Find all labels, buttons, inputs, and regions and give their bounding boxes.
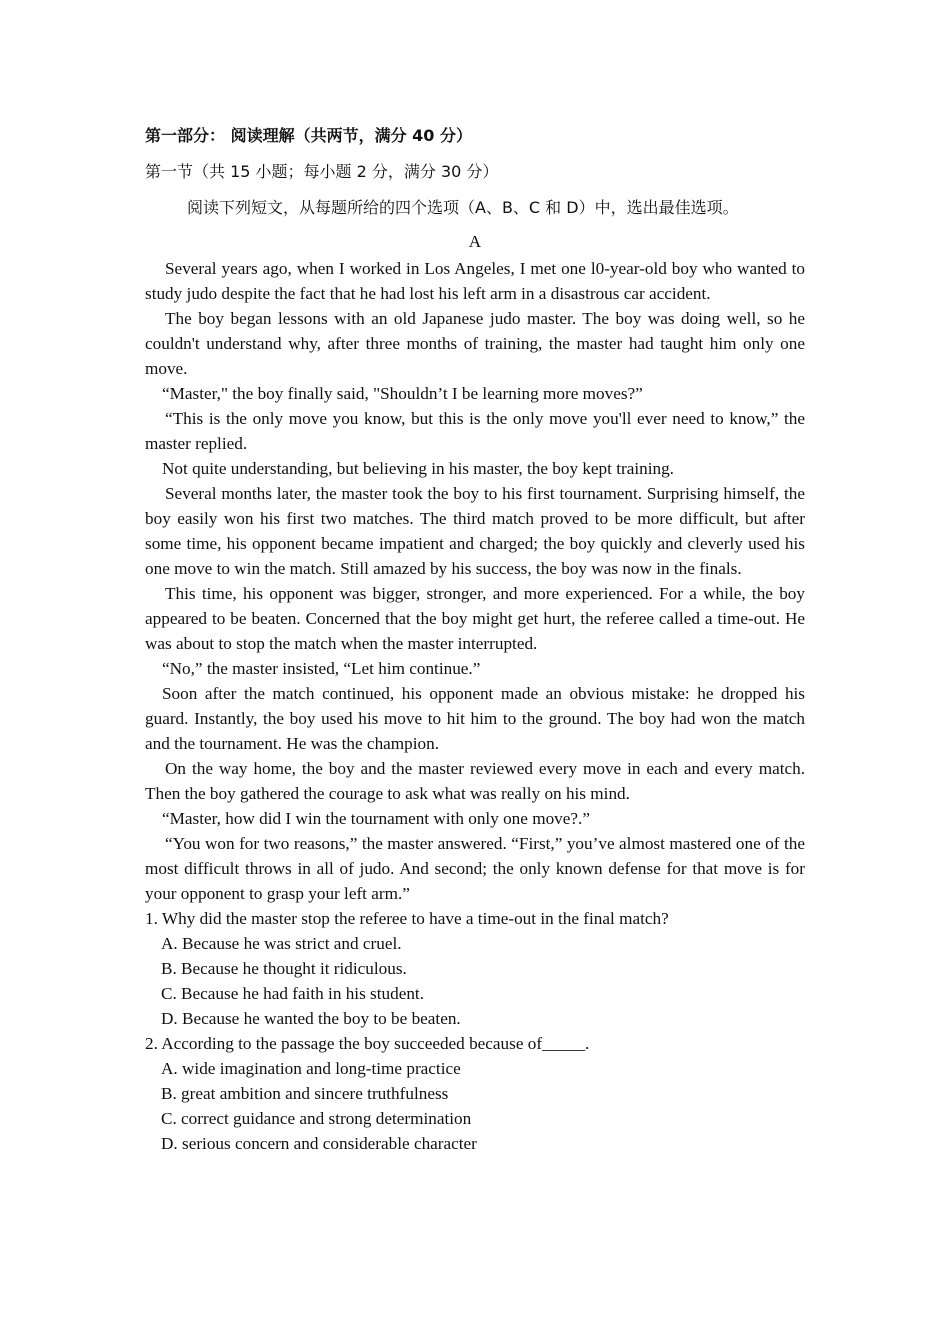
question-option: C. correct guidance and strong determination [161,1109,472,1128]
instruction: 阅读下列短文，从每题所给的四个选项（A、B、C 和 D）中，选出最佳选项。 [187,198,739,217]
question-option: D. Because he wanted the boy to be beaten. [161,1009,461,1028]
passage-paragraph: Several months later, the master took the boy to his first tournament. Surprising himself, the boy easily won his first two matches. The third match proved to be more difficult, but after some time, his opponent became impatient and charged; the boy quickly and cleverly used his one move to win the match. Still amazed by his success, the boy was now in the finals. [145,484,805,578]
question-2 [145,1031,805,1156]
passage-paragraph: The boy began lessons with an old Japanese judo master. The boy was doing well, so he couldn't understand why, after three months of training, the master had taught him only one move. [145,309,805,378]
passage-paragraph: Several years ago, when I worked in Los Angeles, I met one l0-year-old boy who wanted to study judo despite the fact that he had lost his left arm in a disastrous car accident. [145,259,805,303]
passage-paragraph: Soon after the match continued, his opponent made an obvious mistake: he dropped his guard. Instantly, the boy used his move to hit him to the ground. The boy had won the match and the tournament. He was the champion. [145,684,805,753]
passage-paragraph: Not quite understanding, but believing in his master, the boy kept training. [162,459,674,478]
question-option: C. Because he had faith in his student. [161,984,425,1003]
passage-body [145,256,805,906]
question-option: B. Because he thought it ridiculous. [161,959,407,978]
question-option: D. serious concern and considerable character [161,1134,477,1153]
passage-paragraph: “This is the only move you know, but this is the only move you'll ever need to know,” the master replied. [145,409,805,453]
passage-paragraph: “Master, how did I win the tournament with only one move?.” [162,809,590,828]
passage-paragraph: “No,” the master insisted, “Let him continue.” [162,659,481,678]
passage-paragraph: “You won for two reasons,” the master answered. “First,” you’ve almost mastered one of the most difficult throws in all of judo. And second; the only known defense for that move is for your opponent to grasp your left arm.” [145,834,805,903]
passage-label: A [468,232,482,251]
passage-paragraph: On the way home, the boy and the master reviewed every move in each and every match. Then the boy gathered the courage to ask what was really on his mind. [145,759,805,803]
question-option: B. great ambition and sincere truthfulness [161,1084,449,1103]
question-option: A. wide imagination and long-time practice [161,1059,461,1078]
question-1 [145,906,805,1031]
question-option: A. Because he was strict and cruel. [161,934,402,953]
part-title: 第一部分： 阅读理解（共两节，满分 40 分） [145,126,472,145]
section-title: 第一节（共 15 小题；每小题 2 分，满分 30 分） [145,162,499,181]
document-page [145,118,805,1156]
question-stem: 2. According to the passage the boy succeeded because of_____. [145,1034,590,1053]
question-stem: 1. Why did the master stop the referee to have a time-out in the final match? [145,909,669,928]
passage-paragraph: This time, his opponent was bigger, stronger, and more experienced. For a while, the boy appeared to be beaten. Concerned that the boy might get hurt, the referee called a time-out. He was about to stop the match when the master interrupted. [145,584,805,653]
passage-paragraph: “Master," the boy finally said, "Shouldn’t I be learning more moves?” [162,384,643,403]
